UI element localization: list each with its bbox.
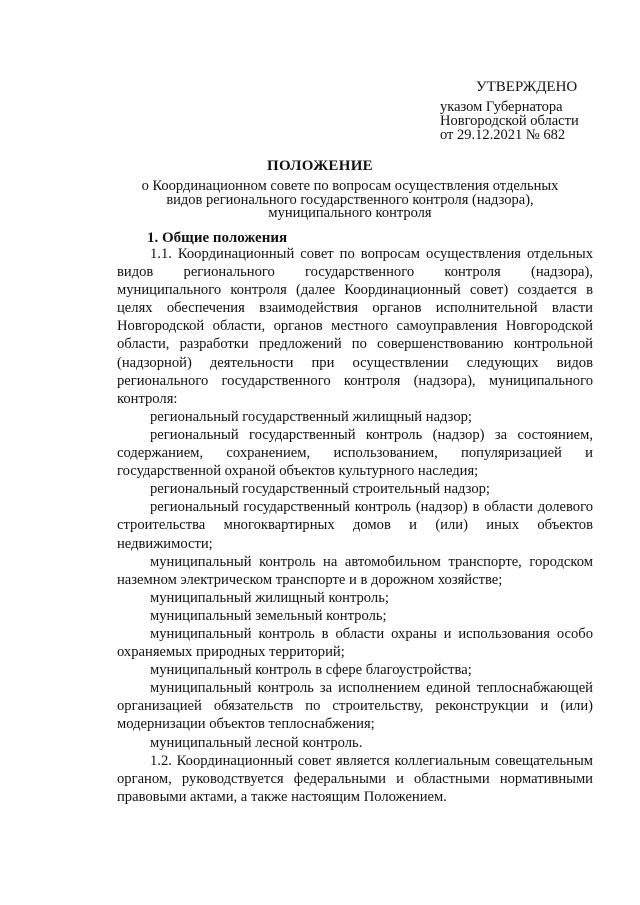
paragraph: 1.1. Координационный совет по вопросам осуществления отдельных видов регионального государственного контроля (надзора), муниципального контроля (далее Координационный совет) создается в целях обеспечения взаимодействия органов исполнительной власти Новгородской области, органов местного самоуправления Новгородской области, разработки предложений по совершенствованию контрольной (надзорной) деятельности при осуществлении следующих видов регионального государственного контроля (надзора), муниципального контроля: — [117, 246, 593, 407]
list-item: региональный государственный строительный надзор; — [150, 481, 490, 498]
approval-title: УТВЕРЖДЕНО — [476, 79, 578, 95]
list-item: региональный государственный контроль (надзор) в области долевого строительства многоквартирных домов и (или) иных объектов недвижимости; — [117, 499, 593, 552]
list-item: муниципальный контроль в сфере благоустройства; — [150, 662, 472, 679]
list-item: муниципальный жилищный контроль; — [150, 589, 389, 606]
approval-line: Новгородской области — [440, 113, 579, 129]
list-item: региональный государственный жилищный надзор; — [150, 408, 472, 425]
approval-date: от 29.12.2021 № 682 — [440, 127, 566, 143]
list-item: муниципальный контроль за исполнением единой теплоснабжающей организацией обязательств по строительству, реконструкции и (или) модернизации объектов теплоснабжения; — [117, 680, 593, 733]
list-item: муниципальный лесной контроль. — [150, 734, 363, 751]
document-body — [117, 245, 593, 806]
list-item: муниципальный земельный контроль; — [150, 607, 387, 624]
list-item: муниципальный контроль в области охраны и использования особо охраняемых природных территорий; — [117, 625, 593, 661]
document-title: ПОЛОЖЕНИЕ — [267, 158, 373, 174]
list-item: региональный государственный контроль (надзор) за состоянием, содержанием, сохранением, использованием, популяризацией и государственной охраной объектов культурного наследия; — [117, 426, 593, 480]
approval-line: указом Губернатора — [440, 99, 563, 115]
list-item: муниципальный контроль на автомобильном транспорте, городском наземном электрическом транспорте и в дорожном хозяйстве; — [117, 553, 593, 588]
approval-stamp — [440, 80, 625, 142]
section-heading: 1. Общие положения — [147, 230, 288, 246]
paragraph: 1.2. Координационный совет является коллегиальным совещательным органом, руководствуется федеральными и областными нормативными правовыми актами, а также настоящим Положением. — [117, 752, 593, 805]
document-subtitle: о Координационном совете по вопросам осуществления отдельных видов регионального государственного контроля (надзора), муниципального контроля — [141, 178, 559, 221]
